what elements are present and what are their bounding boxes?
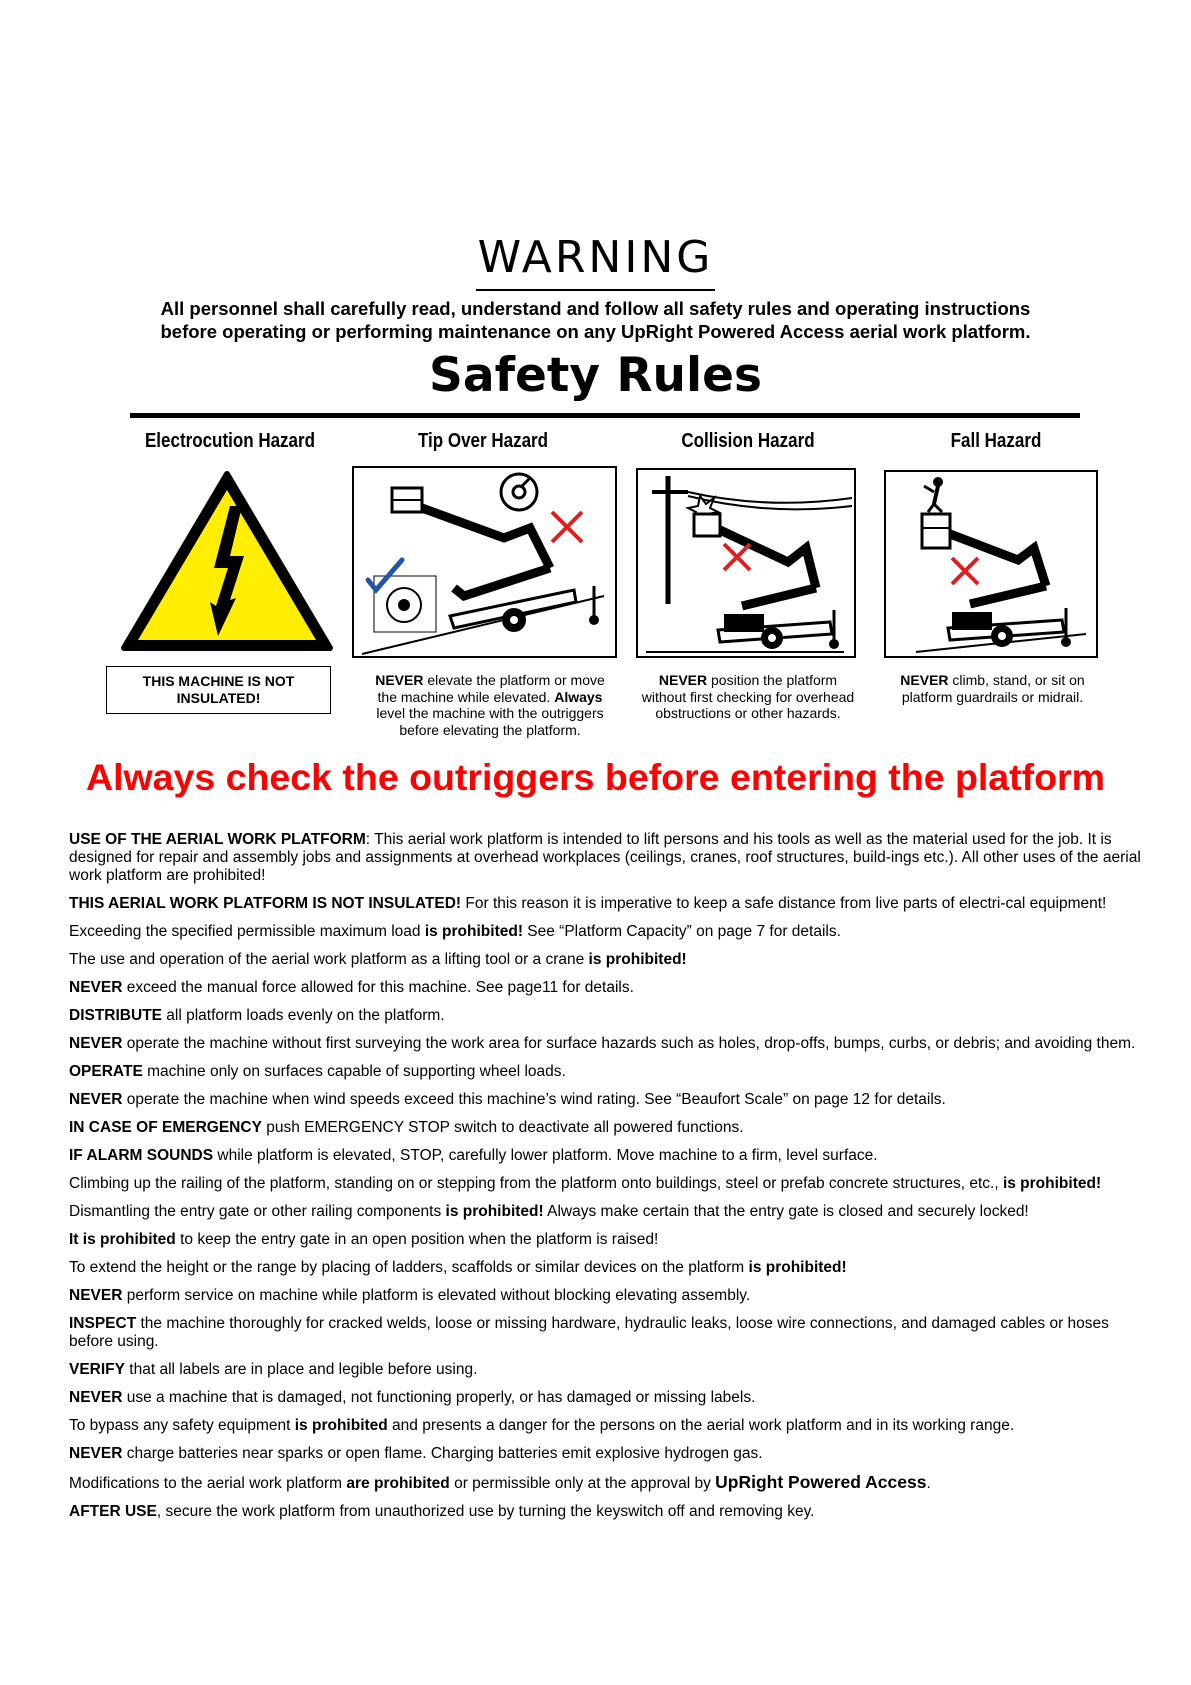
rule-not-insulated: THIS AERIAL WORK PLATFORM IS NOT INSULATED! For this reason it is imperative to keep a safe distance from live parts of electri-cal equipment!: [69, 895, 1107, 912]
hazard-title-collision: Collision Hazard: [681, 430, 815, 452]
rule-verify: VERIFY that all labels are in place and legible before using.: [69, 1361, 478, 1378]
rule-batteries: NEVER charge batteries near sparks or open flame. Charging batteries emit explosive hydrogen gas.: [69, 1445, 763, 1462]
hazard-title-electrocution: Electrocution Hazard: [144, 430, 316, 452]
electrocution-warning-triangle-icon: [120, 468, 335, 653]
fall-lift-icon: [886, 472, 1096, 656]
rule-wind: NEVER operate the machine when wind speeds exceed this machine’s wind rating. See “Beaufort Scale” on page 12 for details.: [69, 1091, 946, 1108]
warning-heading: WARNING: [0, 232, 1191, 284]
fall-caption: NEVER climb, stand, or sit on platform guardrails or midrail.: [900, 672, 1085, 705]
rule-operate: OPERATE machine only on surfaces capable of supporting wheel loads.: [69, 1063, 566, 1080]
collision-caption: NEVER position the platform without first checking for overhead obstructions or other hazards.: [641, 672, 855, 721]
rule-climbing: Climbing up the railing of the platform, standing on or stepping from the platform onto buildings, steel or prefab concrete structures, etc., is prohibited!: [69, 1175, 1102, 1192]
not-insulated-label: THIS MACHINE IS NOT INSULATED!: [106, 666, 331, 714]
intro-text: All personnel shall carefully read, understand and follow all safety rules and operating instructions before operating or performing maintenance on any UpRight Powered Access aerial work platform.: [160, 298, 1031, 342]
rule-survey: NEVER operate the machine without first surveying the work area for surface hazards such as holes, drop-offs, bumps, curbs, or debris; and avoiding them.: [69, 1035, 1136, 1052]
rule-bypass: To bypass any safety equipment is prohibited and presents a danger for the persons on the aerial work platform and in its working range.: [69, 1417, 1015, 1434]
tip-over-lift-icon: [354, 468, 615, 656]
collision-hazard-panel: [636, 468, 856, 658]
collision-lift-icon: [638, 470, 854, 656]
rule-service: NEVER perform service on machine while platform is elevated without blocking elevating assembly.: [69, 1287, 751, 1304]
tip-over-caption: NEVER elevate the platform or move the machine while elevated. Always level the machine with the outriggers before elevating the platform.: [375, 672, 605, 738]
hazard-title-tip-over: Tip Over Hazard: [417, 430, 549, 452]
tip-over-hazard-panel: [352, 466, 617, 658]
rule-distribute: DISTRIBUTE all platform loads evenly on the platform.: [69, 1007, 445, 1024]
rule-modifications: Modifications to the aerial work platform are prohibited or permissible only at the approval by UpRight Powered Access.: [69, 1472, 931, 1492]
outrigger-banner: Always check the outriggers before entering the platform: [86, 756, 1105, 798]
rule-manual-force: NEVER exceed the manual force allowed for this machine. See page11 for details.: [69, 979, 634, 996]
rule-crane: The use and operation of the aerial work platform as a lifting tool or a crane is prohibited!: [69, 951, 687, 968]
rule-use: USE OF THE AERIAL WORK PLATFORM: This aerial work platform is intended to lift persons and his tools as well as the material used for the job. It is designed for repair and assembly jobs and assignments at overhead workplaces (ceilings, cranes, roof structures, build-ings etc.). All other uses of the aerial work platform are prohibited!: [69, 831, 1141, 884]
fall-hazard-panel: [884, 470, 1098, 658]
rule-ladders: To extend the height or the range by placing of ladders, scaffolds or similar devices on the platform is prohibited!: [69, 1259, 847, 1276]
rule-max-load: Exceeding the specified permissible maximum load is prohibited! See “Platform Capacity” on page 7 for details.: [69, 923, 841, 940]
safety-rules-title: Safety Rules: [429, 348, 762, 403]
rule-inspect: INSPECT the machine thoroughly for cracked welds, loose or missing hardware, hydraulic leaks, loose wire connections, and damaged cables or hoses before using.: [69, 1315, 1109, 1350]
rule-after-use: AFTER USE, secure the work platform from unauthorized use by turning the keyswitch off and removing key.: [69, 1503, 815, 1520]
rule-damaged: NEVER use a machine that is damaged, not functioning properly, or has damaged or missing labels.: [69, 1389, 756, 1406]
rule-gate-open: It is prohibited to keep the entry gate in an open position when the platform is raised!: [69, 1231, 659, 1248]
rule-emergency: IN CASE OF EMERGENCY push EMERGENCY STOP switch to deactivate all powered functions.: [69, 1119, 744, 1136]
rule-entry-gate: Dismantling the entry gate or other railing components is prohibited! Always make certain that the entry gate is closed and securely locked!: [69, 1203, 1029, 1220]
divider: [130, 413, 1080, 418]
hazard-title-fall: Fall Hazard: [950, 430, 1042, 452]
safety-rules-list: [69, 831, 1154, 1531]
rule-alarm: IF ALARM SOUNDS while platform is elevated, STOP, carefully lower platform. Move machine to a firm, level surface.: [69, 1147, 878, 1164]
